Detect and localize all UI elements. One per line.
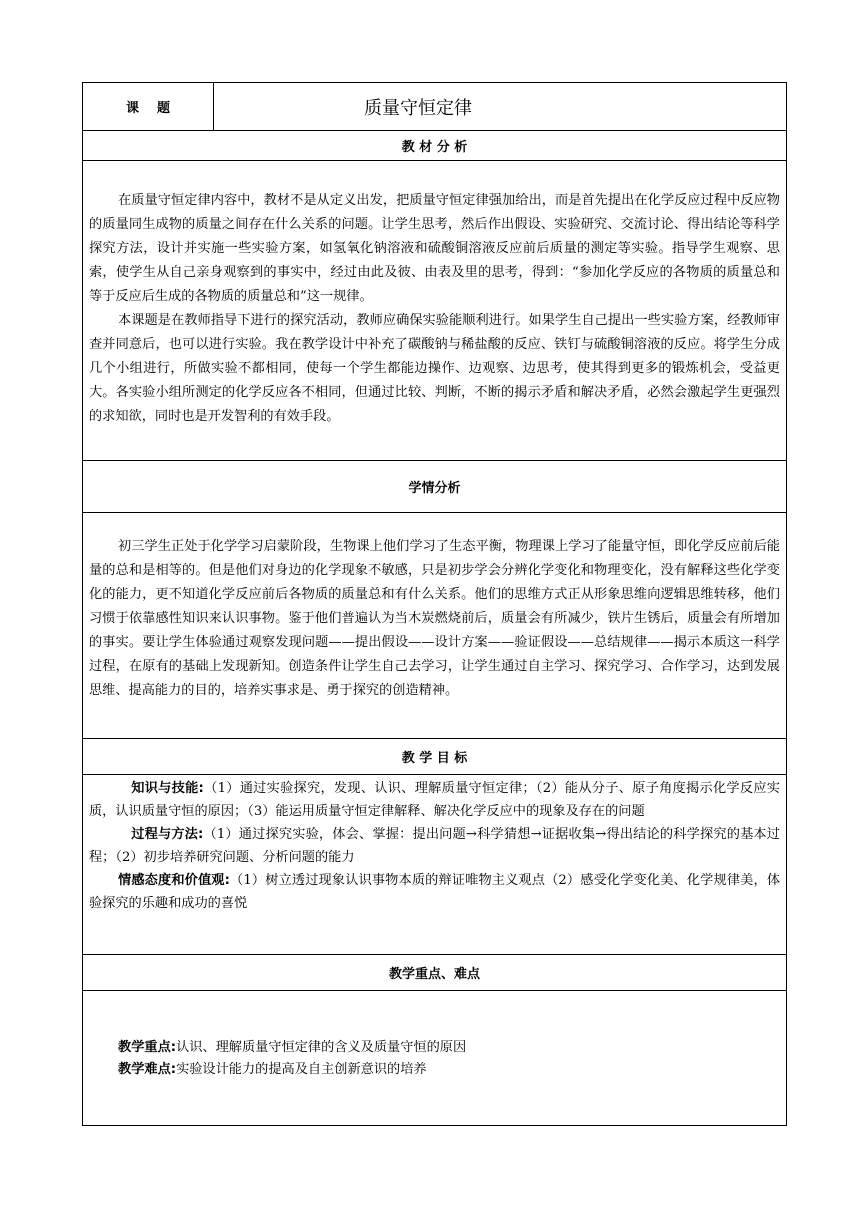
- focus-text: 认识、理解质量守恒定律的含义及质量守恒的原因: [176, 1040, 467, 1055]
- textbook-analysis-section: [83, 161, 786, 461]
- student-paragraph: 初三学生正处于化学学习启蒙阶段，生物课上他们学习了生态平衡，物理课上学习了能量守恒，即化学反应前后能量的总和是相等的。但是他们对身边的化学现象不敏感，只是初步学会分辨化学变化和物理变化，没有解释这些化学变化的能力，更不知道化学反应前后各物质的质量总和有什么关系。他们的思维方式正从形象思维向逻辑思维转移，他们习惯于依靠感性知识来认识事物。鉴于他们普遍认为当木炭燃烧前后，质量会有所减少，铁片生锈后，质量会有所增加的事实。要让学生体验通过观察发现问题——提出假设——设计方案——验证假设——总结规律——揭示本质这一科学过程，在原有的基础上发现新知。创造条件让学生自己去学习，让学生通过自主学习、探究学习、合作学习，达到发展思维、提高能力的目的，培养实事求是、勇于探究的创造精神。: [89, 539, 780, 698]
- process-goal: [89, 823, 780, 869]
- teaching-goals-heading: 教 学 目 标: [83, 739, 786, 775]
- knowledge-text: （1）通过实验探究，发现、认识、理解质量守恒定律；（2）能从分子、原子角度揭示化学反应实质，认识质量守恒的原因；（3）能运用质量守恒定律解释、解决化学反应中的现象及存在的问题: [89, 781, 780, 819]
- difficulty-label: 教学难点:: [118, 1062, 177, 1077]
- key-points-heading: 教学重点、难点: [83, 955, 786, 991]
- textbook-paragraph: 本课题是在教师指导下进行的探究活动，教师应确保实验能顺利进行。如果学生自己提出一些实验方案，经教师审查并同意后，也可以进行实验。我在教学设计中补充了碳酸钠与稀盐酸的反应、铁钉与硫酸铜溶液的反应。将学生分成几个小组进行，所做实验不都相同，使每一个学生都能边操作、边观察、边思考，使其得到更多的锻炼机会，受益更大。各实验小组所测定的化学反应各不相同，但通过比较、判断，不断的揭示矛盾和解决矛盾，必然会激起学生更强烈的求知欲，同时也是开发智利的有效手段。: [89, 313, 780, 424]
- focus-label: 教学重点:: [118, 1040, 177, 1055]
- topic-label: 课 题: [83, 83, 214, 130]
- knowledge-goal: [89, 777, 780, 823]
- emotion-text: （1）树立透过现象认识事物本质的辩证唯物主义观点（2）感受化学变化美、化学规律美，体验探究的乐趣和成功的喜悦: [89, 873, 781, 911]
- textbook-paragraph: 在质量守恒定律内容中，教材不是从定义出发，把质量守恒定律强加给出，而是首先提出在化学反应过程中反应物的质量同生成物的质量之间存在什么关系的问题。让学生思考，然后作出假设、实验研究、交流讨论、得出结论等科学探究方法，设计并实施一些实验方案，如氢氧化钠溶液和硫酸铜溶液反应前后质量的测定等实验。指导学生观察、思索，使学生从自己亲身观察到的事实中，经过由此及彼、由表及里的思考，得到：“参加化学反应的各物质的质量总和等于反应后生成的各物质的质量总和”这一规律。: [89, 193, 780, 304]
- student-analysis-section: [83, 513, 786, 739]
- knowledge-label: 知识与技能:: [131, 781, 204, 796]
- focus-line: [89, 1037, 780, 1059]
- key-points-section: [83, 991, 786, 1127]
- topic-title: 质量守恒定律: [364, 97, 472, 119]
- teaching-goals-section: [83, 775, 786, 955]
- process-text: （1）通过探究实验，体会、掌握：提出问题→科学猜想→证据收集→得出结论的科学探究的基本过程；（2）初步培养研究问题、分析问题的能力: [89, 827, 780, 865]
- emotion-label: 情感态度和价值观:: [118, 873, 230, 888]
- student-analysis-heading: 学情分析: [83, 461, 786, 513]
- emotion-goal: [89, 869, 780, 915]
- lesson-plan-table: [82, 82, 787, 1126]
- title-row: [83, 83, 786, 131]
- difficulty-line: [89, 1059, 780, 1081]
- textbook-analysis-heading: 教 材 分 析: [83, 131, 786, 161]
- process-label: 过程与方法:: [131, 827, 204, 842]
- difficulty-text: 实验设计能力的提高及自主创新意识的培养: [176, 1062, 427, 1077]
